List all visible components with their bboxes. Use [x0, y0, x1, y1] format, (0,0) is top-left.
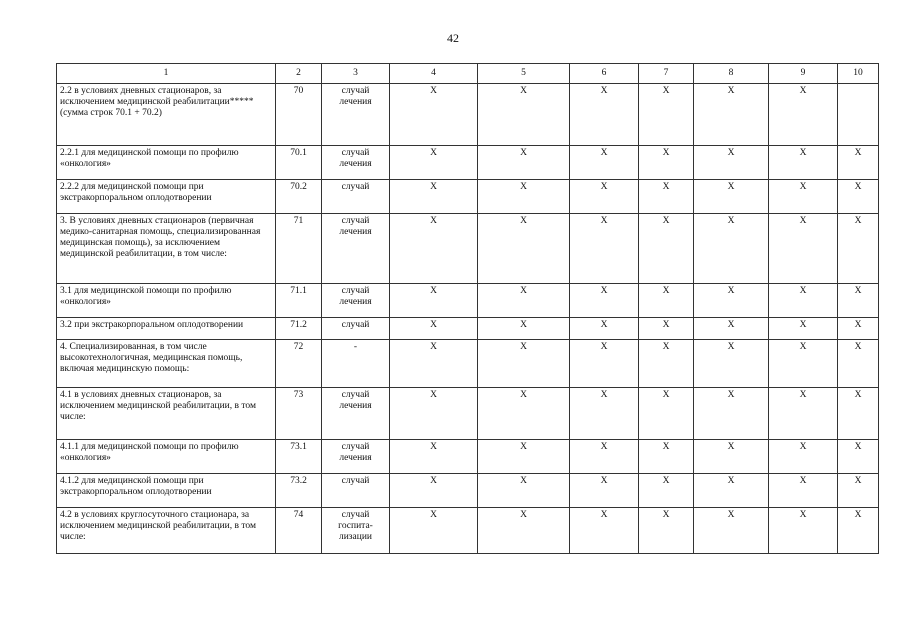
- value-cell: X: [769, 214, 838, 284]
- table-row: [57, 146, 879, 180]
- table-row: [57, 84, 879, 146]
- value-cell: X: [390, 340, 478, 388]
- value-cell: X: [570, 214, 639, 284]
- value-cell: X: [390, 180, 478, 214]
- value-cell: X: [390, 318, 478, 340]
- value-cell: X: [390, 284, 478, 318]
- value-cell: X: [694, 284, 769, 318]
- value-cell: X: [639, 474, 694, 508]
- row-code-cell: 70.1: [276, 146, 322, 180]
- value-cell: X: [639, 440, 694, 474]
- row-name-cell: 2.2.1 для медицинской помощи по профилю «онкология»: [57, 146, 276, 180]
- row-unit-cell: случай лечения: [322, 214, 390, 284]
- value-cell: X: [570, 318, 639, 340]
- value-cell: X: [694, 214, 769, 284]
- value-cell: X: [838, 474, 879, 508]
- value-cell: X: [639, 180, 694, 214]
- row-name-cell: 3.1 для медицинской помощи по профилю «онкология»: [57, 284, 276, 318]
- value-cell: X: [838, 508, 879, 554]
- table-row: [57, 508, 879, 554]
- value-cell: X: [639, 284, 694, 318]
- value-cell: X: [570, 84, 639, 146]
- row-name-cell: 2.2.2 для медицинской помощи при экстракорпоральном оплодотворении: [57, 180, 276, 214]
- value-cell: X: [570, 508, 639, 554]
- value-cell: X: [769, 440, 838, 474]
- value-cell: X: [769, 340, 838, 388]
- value-cell: X: [639, 508, 694, 554]
- value-cell: X: [478, 214, 570, 284]
- value-cell: X: [769, 284, 838, 318]
- table-row: [57, 388, 879, 440]
- value-cell: [838, 84, 879, 146]
- value-cell: X: [769, 84, 838, 146]
- value-cell: X: [478, 180, 570, 214]
- value-cell: X: [694, 318, 769, 340]
- data-table: [56, 63, 879, 554]
- value-cell: X: [570, 146, 639, 180]
- value-cell: X: [639, 84, 694, 146]
- row-code-cell: 73: [276, 388, 322, 440]
- value-cell: X: [570, 180, 639, 214]
- row-name-cell: 3. В условиях дневных стационаров (первичная медико-санитарная помощь, специализированная медицинская помощь), за исключением медицинской реабилитации, в том числе:: [57, 214, 276, 284]
- value-cell: X: [570, 388, 639, 440]
- value-cell: X: [694, 474, 769, 508]
- row-code-cell: 71.1: [276, 284, 322, 318]
- value-cell: X: [478, 508, 570, 554]
- header-row: [57, 64, 879, 84]
- column-header: 2: [276, 64, 322, 84]
- column-header: 6: [570, 64, 639, 84]
- table-body: [57, 84, 879, 554]
- value-cell: X: [769, 146, 838, 180]
- column-header: 8: [694, 64, 769, 84]
- value-cell: X: [694, 508, 769, 554]
- row-name-cell: 4.1 в условиях дневных стационаров, за исключением медицинской реабилитации, в том числе:: [57, 388, 276, 440]
- row-name-cell: 4. Специализированная, в том числе высокотехнологичная, медицинская помощь, включая медицинскую помощь:: [57, 340, 276, 388]
- column-header: 5: [478, 64, 570, 84]
- row-unit-cell: случай лечения: [322, 284, 390, 318]
- value-cell: X: [838, 388, 879, 440]
- value-cell: X: [639, 214, 694, 284]
- value-cell: X: [390, 214, 478, 284]
- column-header: 4: [390, 64, 478, 84]
- value-cell: X: [478, 146, 570, 180]
- column-header: 9: [769, 64, 838, 84]
- value-cell: X: [838, 440, 879, 474]
- value-cell: X: [390, 440, 478, 474]
- column-header: 7: [639, 64, 694, 84]
- page-number: 42: [447, 31, 459, 45]
- column-header: 1: [57, 64, 276, 84]
- row-code-cell: 71.2: [276, 318, 322, 340]
- row-code-cell: 73.2: [276, 474, 322, 508]
- row-code-cell: 70.2: [276, 180, 322, 214]
- row-unit-cell: случай: [322, 474, 390, 508]
- row-name-cell: 2.2 в условиях дневных стационаров, за исключением медицинской реабилитации***** (сумма строк 70.1 + 70.2): [57, 84, 276, 146]
- table-row: [57, 318, 879, 340]
- value-cell: X: [570, 340, 639, 388]
- row-code-cell: 71: [276, 214, 322, 284]
- row-code-cell: 70: [276, 84, 322, 146]
- row-code-cell: 73.1: [276, 440, 322, 474]
- value-cell: X: [694, 340, 769, 388]
- value-cell: X: [390, 84, 478, 146]
- value-cell: X: [390, 388, 478, 440]
- value-cell: X: [639, 318, 694, 340]
- value-cell: X: [694, 180, 769, 214]
- value-cell: X: [639, 388, 694, 440]
- value-cell: X: [838, 318, 879, 340]
- value-cell: X: [694, 84, 769, 146]
- value-cell: X: [838, 180, 879, 214]
- value-cell: X: [478, 388, 570, 440]
- value-cell: X: [769, 388, 838, 440]
- row-unit-cell: -: [322, 340, 390, 388]
- row-unit-cell: случай лечения: [322, 440, 390, 474]
- table-row: [57, 440, 879, 474]
- value-cell: X: [769, 508, 838, 554]
- row-unit-cell: случай лечения: [322, 84, 390, 146]
- value-cell: X: [478, 474, 570, 508]
- value-cell: X: [769, 180, 838, 214]
- value-cell: X: [838, 284, 879, 318]
- value-cell: X: [838, 214, 879, 284]
- table-row: [57, 180, 879, 214]
- value-cell: X: [390, 508, 478, 554]
- table-row: [57, 474, 879, 508]
- value-cell: X: [838, 340, 879, 388]
- value-cell: X: [570, 284, 639, 318]
- table-row: [57, 214, 879, 284]
- column-header: 3: [322, 64, 390, 84]
- value-cell: X: [694, 388, 769, 440]
- value-cell: X: [694, 146, 769, 180]
- row-name-cell: 4.1.2 для медицинской помощи при экстракорпоральном оплодотворении: [57, 474, 276, 508]
- value-cell: X: [639, 340, 694, 388]
- value-cell: X: [478, 340, 570, 388]
- value-cell: X: [694, 440, 769, 474]
- value-cell: X: [570, 474, 639, 508]
- value-cell: X: [769, 318, 838, 340]
- row-unit-cell: случай: [322, 318, 390, 340]
- value-cell: X: [478, 440, 570, 474]
- row-unit-cell: случай лечения: [322, 146, 390, 180]
- row-name-cell: 3.2 при экстракорпоральном оплодотворении: [57, 318, 276, 340]
- table-row: [57, 340, 879, 388]
- row-name-cell: 4.2 в условиях круглосуточного стационара, за исключением медицинской реабилитации, в том числе:: [57, 508, 276, 554]
- value-cell: X: [570, 440, 639, 474]
- row-unit-cell: случай лечения: [322, 388, 390, 440]
- row-code-cell: 74: [276, 508, 322, 554]
- row-unit-cell: случай: [322, 180, 390, 214]
- value-cell: X: [390, 146, 478, 180]
- column-header: 10: [838, 64, 879, 84]
- value-cell: X: [838, 146, 879, 180]
- value-cell: X: [478, 318, 570, 340]
- row-name-cell: 4.1.1 для медицинской помощи по профилю «онкология»: [57, 440, 276, 474]
- value-cell: X: [478, 284, 570, 318]
- row-unit-cell: случай госпита-лизации: [322, 508, 390, 554]
- table-row: [57, 284, 879, 318]
- value-cell: X: [478, 84, 570, 146]
- row-code-cell: 72: [276, 340, 322, 388]
- value-cell: X: [390, 474, 478, 508]
- value-cell: X: [639, 146, 694, 180]
- value-cell: X: [769, 474, 838, 508]
